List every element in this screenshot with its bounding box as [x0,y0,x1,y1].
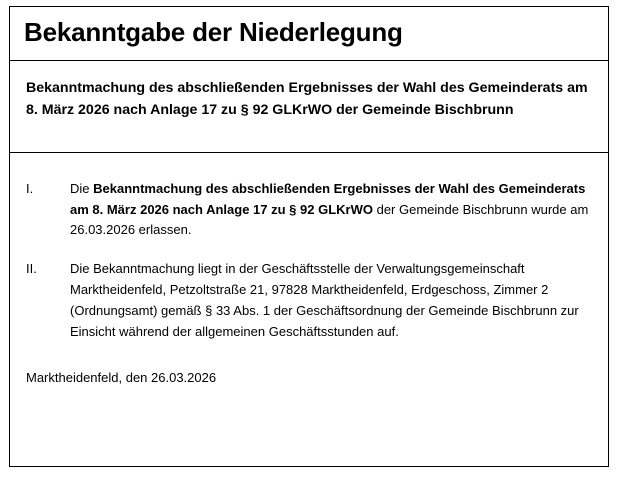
document-subtitle: Bekanntmachung des abschließenden Ergebnisses der Wahl des Gemeinderats am 8. März 2026 nach Anlage 17 zu § 92 GLKrWO der Gemeinde Bischbrunn [26,79,588,118]
clause-one-tail: der Gemeinde Bischbrunn wurde am 26.03.2026 erlassen. [70,201,589,238]
clause-two-number: II. [26,261,37,277]
clause-one [26,179,592,241]
clause-one-lead: Die [70,180,94,196]
page-title: Bekanntgabe der Niederlegung [24,17,403,47]
clause-one-text [70,179,592,241]
subtitle-section [10,61,608,153]
title-section [10,7,608,61]
document-frame [9,6,609,467]
document-body [10,153,608,399]
clause-one-bold: Bekanntmachung des abschließenden Ergebnisses der Wahl des Gemeinderats am 8. März 2026 nach Anlage 17 zu § 92 GLKrWO [70,180,586,217]
clause-two [26,259,592,342]
clause-two-text: Die Bekanntmachung liegt in der Geschäftsstelle der Verwaltungsgemeinschaft Marktheidenfeld, Petzoltstraße 21, 97828 Marktheidenfeld, Erdgeschoss, Zimmer 2 (Ordnungsamt) gemäß § 33 Abs. 1 der Geschäftsordnung der Gemeinde Bischbrunn zur Einsicht während der allgemeinen Geschäftsstunden auf. [70,261,579,339]
closing-line: Marktheidenfeld, den 26.03.2026 [26,370,217,386]
clause-one-number: I. [26,180,34,196]
